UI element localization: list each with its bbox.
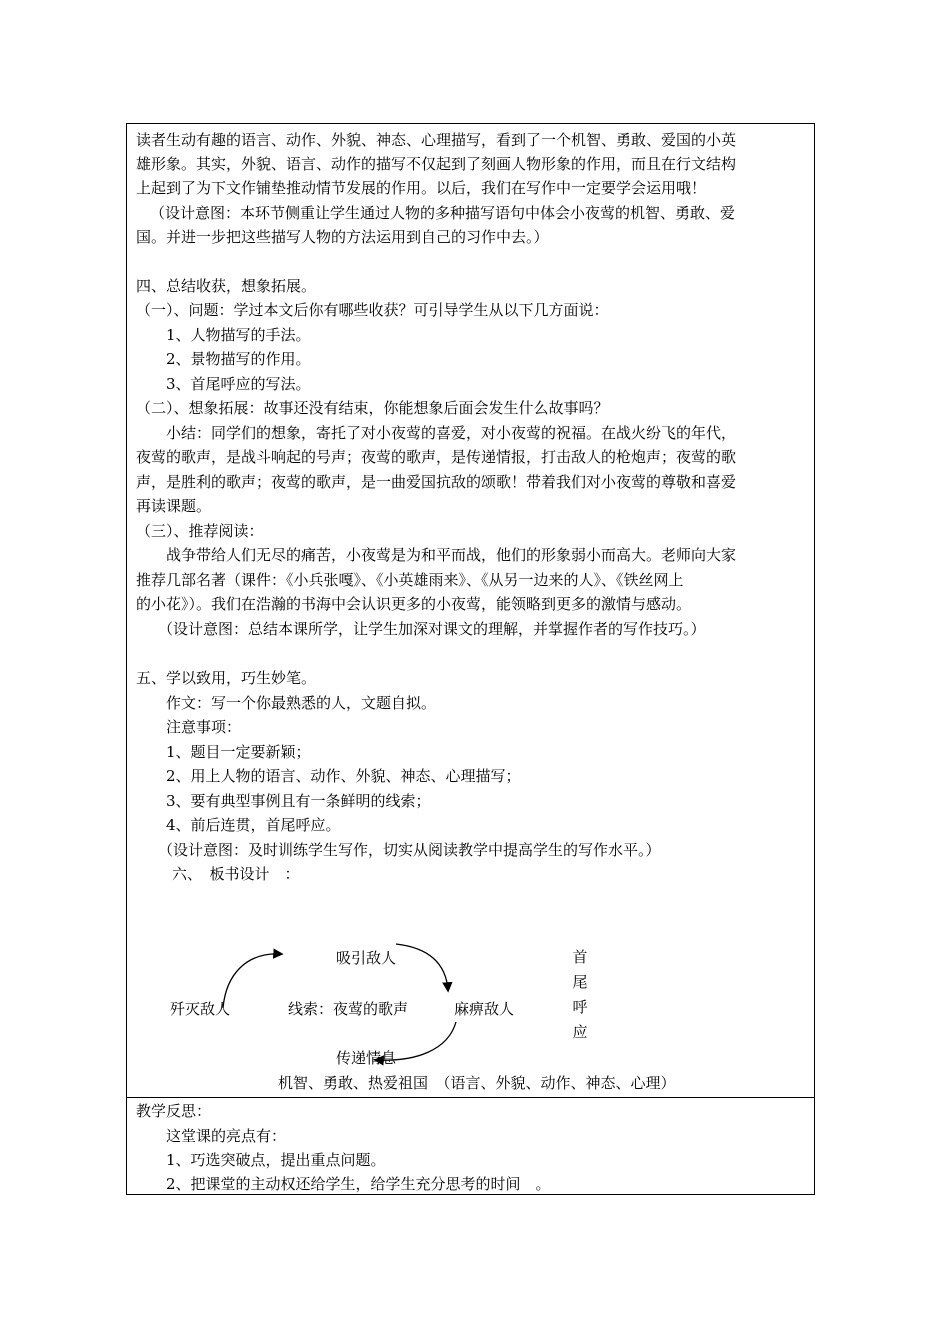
list-item: 2、用上人物的语言、动作、外貌、神态、心理描写； <box>166 767 521 785</box>
vertical-char: 应 <box>572 1023 588 1041</box>
reflection-line: 这堂课的亮点有： <box>166 1127 287 1145</box>
board-left-node: 歼灭敌人 <box>170 1000 231 1018</box>
board-right-node: 麻痹敌人 <box>454 1000 515 1018</box>
body-line: 战争带给人们无尽的痛苦，小夜莺是为和平而战，他们的形象弱小而高大。老师向大家 <box>166 546 737 564</box>
body-line: 推荐几部名著（课件：《小兵张嘎》、《小英雄雨来》、《从另一边来的人》、《铁丝网上 <box>136 571 684 589</box>
design-note: 国。并进一步把这些描写人物的方法运用到自己的习作中去。） <box>136 228 549 246</box>
section-heading: 六、 板书设计 ： <box>172 865 300 883</box>
design-note: （设计意图：及时训练学生写作，切实从阅读教学中提高学生的写作水平。） <box>158 841 661 859</box>
body-line: 读者生动有趣的语言、动作、外貌、神态、心理描写，看到了一个机智、勇敢、爱国的小英 <box>136 131 737 149</box>
list-item: 3、首尾呼应的写法。 <box>166 375 311 393</box>
vertical-char: 首 <box>572 948 588 966</box>
body-line: 的小花》）。我们在浩瀚的书海中会认识更多的小夜莺，能领略到更多的激情与感动。 <box>136 595 692 613</box>
board-summary: 机智、勇敢、热爱祖国 （语言、外貌、动作、神态、心理） <box>278 1074 676 1092</box>
body-line: 夜莺的歌声，是战斗响起的号声；夜莺的歌声，是传递情报，打击敌人的枪炮声；夜莺的歌 <box>136 448 737 466</box>
board-center-node: 线索：夜莺的歌声 <box>288 1000 409 1018</box>
subsection-heading: （三）、推荐阅读： <box>136 522 264 540</box>
board-top-node: 吸引敌人 <box>336 949 397 967</box>
list-item: 4、前后连贯，首尾呼应。 <box>166 816 341 834</box>
list-item: 1、人物描写的手法。 <box>166 326 311 344</box>
board-design-diagram <box>126 930 815 1100</box>
body-line: 雄形象。其实，外貌、语言、动作的描写不仅起到了刻画人物形象的作用，而且在行文结构 <box>136 155 737 173</box>
body-line: 声，是胜利的歌声；夜莺的歌声，是一曲爱国抗敌的颂歌！带着我们对小夜莺的尊敬和喜爱 <box>136 473 737 491</box>
board-bottom-node: 传递情息 <box>336 1049 397 1067</box>
reflection-line: 1、巧选突破点，提出重点问题。 <box>166 1151 386 1169</box>
reflection-line: 2、把课堂的主动权还给学生，给学生充分思考的时间 。 <box>166 1175 551 1193</box>
subsection-heading: （二）、想象拓展：故事还没有结束，你能想象后面会发生什么故事吗？ <box>136 399 609 417</box>
design-note: （设计意图：总结本课所学，让学生加深对课文的理解，并掌握作者的写作技巧。） <box>158 620 706 638</box>
body-line: 作文：写一个你最熟悉的人，文题自拟。 <box>166 694 437 712</box>
subsection-heading: （一）、问题：学过本文后你有哪些收获？可引导学生从以下几方面说： <box>136 301 609 319</box>
body-line: 再读课题。 <box>136 497 212 515</box>
design-note: （设计意图：本环节侧重让学生通过人物的多种描写语句中体会小夜莺的机智、勇敢、爱 <box>150 204 736 222</box>
body-line: 小结：同学们的想象，寄托了对小夜莺的喜爱，对小夜莺的祝福。在战火纷飞的年代， <box>166 424 737 442</box>
list-item: 1、题目一定要新颖； <box>166 743 311 761</box>
vertical-char: 尾 <box>572 973 588 991</box>
body-line: 注意事项： <box>166 718 242 736</box>
section-heading: 四、总结收获，想象拓展。 <box>136 277 317 295</box>
reflection-heading: 教学反思： <box>136 1102 212 1120</box>
section-heading: 五、学以致用，巧生妙笔。 <box>136 669 317 687</box>
list-item: 2、景物描写的作用。 <box>166 350 311 368</box>
vertical-char: 呼 <box>572 998 588 1016</box>
body-line: 上起到了为下文作铺垫推动情节发展的作用。以后，我们在写作中一定要学会运用哦！ <box>136 179 707 197</box>
list-item: 3、要有典型事例且有一条鲜明的线索； <box>166 792 431 810</box>
board-side-vertical <box>570 945 590 1045</box>
